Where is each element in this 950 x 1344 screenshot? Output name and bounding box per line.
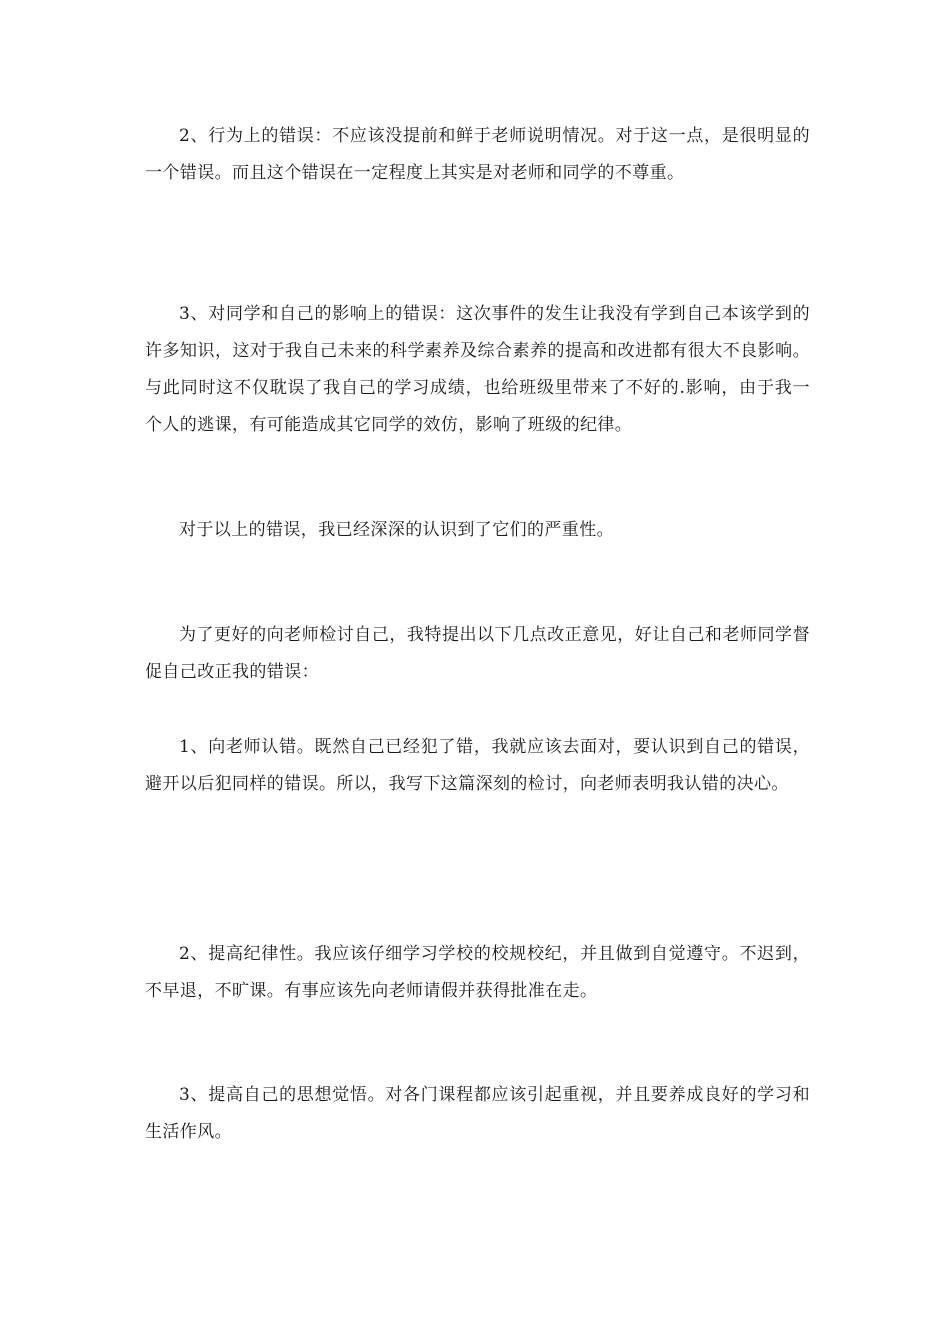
paragraph-recognition: 对于以上的错误，我已经深深的认识到了它们的严重性。 xyxy=(179,520,614,540)
paragraph-correction-1: 1、向老师认错。既然自己已经犯了错，我就应该去面对，要认识到自己的错误，避开以后犯同样的错误。所以，我写下这篇深刻的检讨，向老师表明我认错的决心。 xyxy=(145,737,810,794)
paragraph-impact-error: 3、对同学和自己的影响上的错误：这次事件的发生让我没有学到自己本该学到的许多知识，这对于我自己未来的科学素养及综合素养的提高和改进都有很大不良影响。与此同时这不仅耽误了我自己的学习成绩，也给班级里带来了不好的.影响，由于我一个人的逃课，有可能造成其它同学的效仿，影响了班级的纪律。 xyxy=(145,304,810,435)
paragraph-correction-2: 2、提高纪律性。我应该仔细学习学校的校规校纪，并且做到自觉遵守。不迟到，不早退，不旷课。有事应该先向老师请假并获得批准在走。 xyxy=(145,944,810,1001)
paragraph-correction-3: 3、提高自己的思想觉悟。对各门课程都应该引起重视，并且要养成良好的学习和生活作风。 xyxy=(145,1085,810,1142)
paragraph-correction-intro: 为了更好的向老师检讨自己，我特提出以下几点改正意见，好让自己和老师同学督促自己改正我的错误： xyxy=(145,625,810,682)
paragraph-behavior-error: 2、行为上的错误：不应该没提前和鲜于老师说明情况。对于这一点，是很明显的一个错误。而且这个错误在一定程度上其实是对老师和同学的不尊重。 xyxy=(145,126,810,183)
